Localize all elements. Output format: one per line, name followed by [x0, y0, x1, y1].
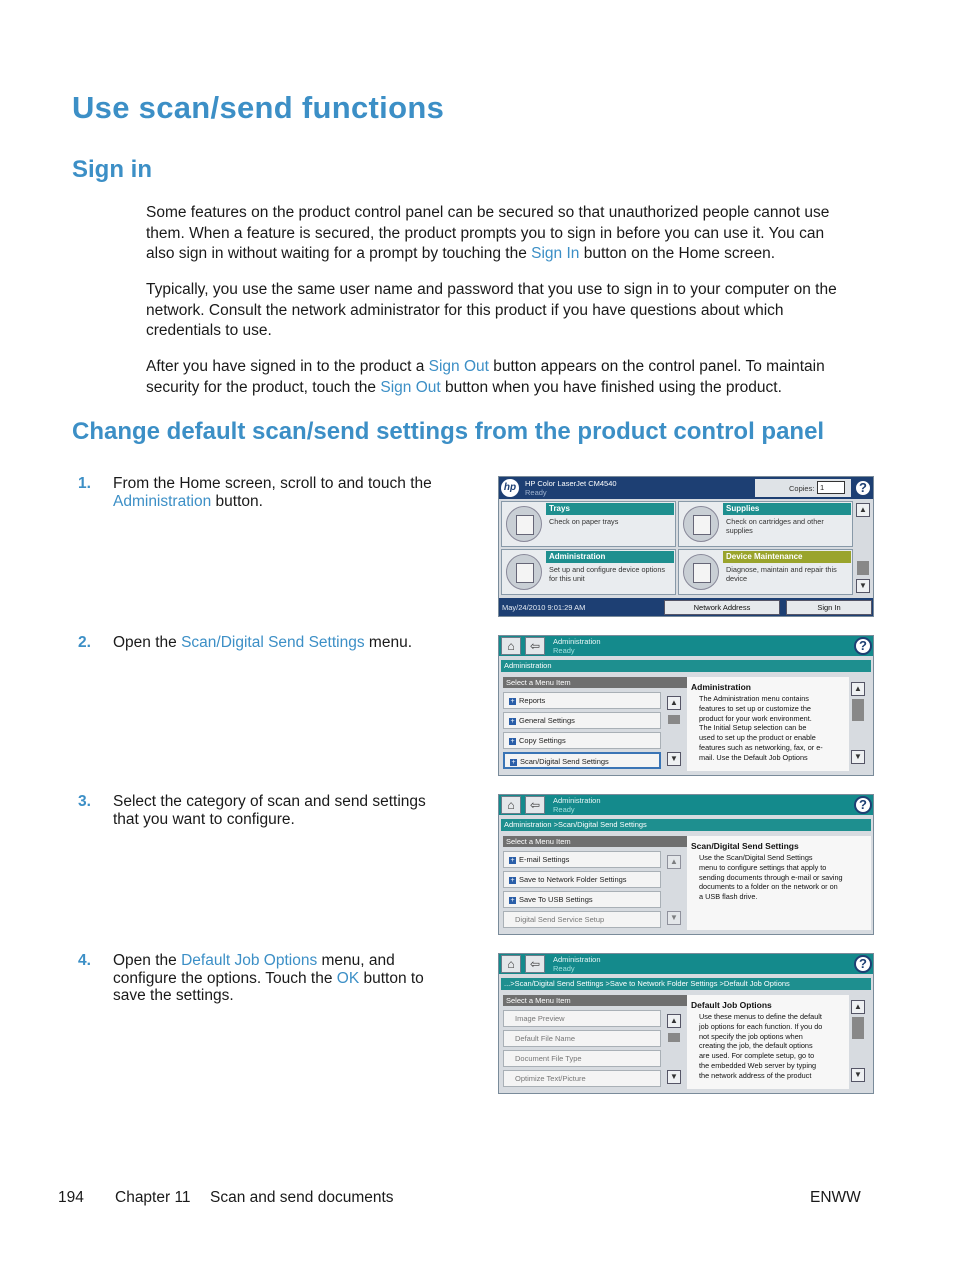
menu-scroll-down-icon[interactable]: ▼	[667, 1070, 681, 1084]
help-icon[interactable]: ?	[854, 796, 872, 814]
sign-out-link-2[interactable]: Sign Out	[380, 378, 441, 396]
menu-header: Select a Menu Item	[503, 836, 687, 847]
tile-subtitle: Check on cartridges and other supplies	[726, 517, 824, 535]
scroll-up-icon[interactable]: ▲	[856, 503, 870, 517]
tile-subtitle: Diagnose, maintain and repair this device	[726, 565, 837, 583]
expand-icon: +	[510, 737, 515, 745]
menu-item-save-to-usb[interactable]: + Save To USB Settings	[503, 891, 661, 908]
supplies-icon	[683, 506, 719, 542]
home-screen	[498, 476, 874, 617]
menu-scroll-up-icon[interactable]: ▲	[667, 855, 681, 869]
expand-icon: +	[510, 697, 515, 705]
menu-item-save-to-network-folder[interactable]: + Save to Network Folder Settings	[503, 871, 661, 888]
copies-box	[755, 479, 851, 497]
desc-scroll-thumb[interactable]	[852, 699, 864, 721]
scan-title-bar	[499, 795, 873, 815]
description-title: Scan/Digital Send Settings	[691, 841, 799, 851]
defaults-title-bar	[499, 954, 873, 974]
breadcrumb: Administration >Scan/Digital Send Settings	[501, 819, 871, 831]
menu-header: Select a Menu Item	[503, 995, 687, 1006]
admin-title-bar	[499, 636, 873, 656]
home-icon[interactable]: ⌂	[501, 955, 521, 973]
ok-link[interactable]: OK	[336, 969, 360, 987]
scroll-down-icon[interactable]: ▼	[856, 579, 870, 593]
tile-trays[interactable]	[501, 501, 676, 547]
section-heading-sign-in: Sign in	[72, 156, 152, 183]
menu-scroll-down-icon[interactable]: ▼	[667, 752, 681, 766]
back-icon[interactable]: ⇦	[525, 637, 545, 655]
expand-icon: +	[510, 717, 515, 725]
breadcrumb: ...>Scan/Digital Send Settings >Save to Network Folder Settings >Default Job Options	[501, 978, 871, 990]
tile-device-maintenance[interactable]	[678, 549, 853, 595]
sign-out-link[interactable]: Sign Out	[428, 358, 489, 375]
help-icon[interactable]: ?	[854, 955, 872, 973]
description-title: Default Job Options	[691, 1000, 772, 1010]
back-icon[interactable]: ⇦	[525, 796, 545, 814]
app-title: Administration Ready	[553, 796, 601, 814]
menu-item-default-file-name[interactable]: Default File Name	[503, 1030, 661, 1047]
description-text: The Administration menu contains features to set up or customize the product for your work environment. The Initial Setup selection can be used to set up the product or enable features such as networking, fax, or e- mail. Use the Default Job Options	[699, 694, 823, 762]
menu-item-optimize-text-picture[interactable]: Optimize Text/Picture	[503, 1070, 661, 1087]
menu-scroll-up-icon[interactable]: ▲	[667, 696, 681, 710]
section-heading-change-defaults: Change default scan/send settings from the product control panel	[72, 418, 825, 445]
home-status-bar	[499, 598, 873, 616]
administration-link[interactable]: Administration	[113, 492, 212, 510]
help-icon[interactable]: ?	[854, 637, 872, 655]
menu-item-image-preview[interactable]: Image Preview	[503, 1010, 661, 1027]
menu-item-copy-settings[interactable]: + Copy Settings	[503, 732, 661, 749]
menu-item-digital-send-service-setup[interactable]: Digital Send Service Setup	[503, 911, 661, 928]
signin-paragraph-1: Some features on the product control panel can be secured so that unauthorized people cannot use them. When a feature is secured, the product prompts you to sign in before you can use it. You can also sign in without waiting for a prompt by touching the Sign In button on the Home screen.	[146, 204, 830, 262]
home-title-bar	[499, 477, 873, 499]
sign-in-button[interactable]: Sign In	[786, 600, 872, 615]
footer-page-number: 194	[58, 1189, 84, 1206]
description-panel	[687, 836, 871, 930]
description-text: Use these menus to define the default job options for each function. If you do not specify the job options when creating the job, the default options are used. For complete setup, go to the embedded Web server by typing the network address of the product	[699, 1012, 823, 1080]
breadcrumb: Administration	[501, 660, 871, 672]
menu-scroll-up-icon[interactable]: ▲	[667, 1014, 681, 1028]
scan-settings-link[interactable]: Scan/Digital Send Settings	[181, 634, 365, 651]
signin-paragraph-2: Typically, you use the same user name and password that you use to sign in to your computer on the network. Consult the network administrator for this product if you have questions about which credentials to use.	[146, 281, 837, 339]
page-title: Use scan/send functions	[72, 90, 445, 125]
menu-scroll-down-icon[interactable]: ▼	[667, 911, 681, 925]
expand-icon: +	[511, 758, 516, 766]
date-time: May/24/2010 9:01:29 AM	[502, 603, 586, 612]
menu-scroll-thumb[interactable]	[668, 715, 680, 724]
tile-administration[interactable]	[501, 549, 676, 595]
menu-header: Select a Menu Item	[503, 677, 687, 688]
tile-subtitle: Set up and configure device options for this unit	[549, 565, 666, 583]
administration-icon	[506, 554, 542, 590]
desc-scroll-thumb[interactable]	[852, 1017, 864, 1039]
expand-icon: +	[510, 876, 515, 884]
tile-subtitle: Check on paper trays	[549, 517, 619, 526]
home-icon[interactable]: ⌂	[501, 637, 521, 655]
footer-section: Scan and send documents	[210, 1189, 394, 1206]
trays-icon	[506, 506, 542, 542]
copies-input[interactable]: 1	[817, 481, 845, 494]
tile-title: Supplies	[723, 503, 851, 515]
expand-icon: +	[510, 856, 515, 864]
description-panel	[687, 677, 849, 771]
app-title: Administration Ready	[553, 955, 601, 973]
scroll-thumb[interactable]	[857, 561, 869, 575]
help-icon[interactable]: ?	[854, 479, 872, 497]
description-panel	[687, 995, 849, 1089]
default-job-options-screen	[498, 953, 874, 1094]
description-title: Administration	[691, 682, 751, 692]
menu-item-scan-digital-send-settings[interactable]: + Scan/Digital Send Settings	[503, 752, 661, 769]
menu-item-document-file-type[interactable]: Document File Type	[503, 1050, 661, 1067]
menu-item-general-settings[interactable]: + General Settings	[503, 712, 661, 729]
desc-scroll-up-icon[interactable]: ▲	[851, 682, 865, 696]
device-name: HP Color LaserJet CM4540	[525, 479, 617, 488]
desc-scroll-up-icon[interactable]: ▲	[851, 1000, 865, 1014]
network-address-button[interactable]: Network Address	[664, 600, 780, 615]
sign-in-link[interactable]: Sign In	[531, 245, 580, 262]
menu-item-reports[interactable]: + Reports	[503, 692, 661, 709]
tile-title: Device Maintenance	[723, 551, 851, 563]
desc-scroll-down-icon[interactable]: ▼	[851, 1068, 865, 1082]
default-job-options-link[interactable]: Default Job Options	[181, 952, 318, 969]
back-icon[interactable]: ⇦	[525, 955, 545, 973]
hp-logo-icon: hp	[501, 479, 519, 497]
copies-label: Copies:	[789, 484, 815, 493]
signin-paragraph-3: After you have signed in to the product a Sign Out button appears on the control panel. To maintain security for the product, touch the Sign Out button when you have finished using the product.	[146, 358, 825, 396]
menu-item-email-settings[interactable]: + E-mail Settings	[503, 851, 661, 868]
home-icon[interactable]: ⌂	[501, 796, 521, 814]
expand-icon: +	[510, 896, 515, 904]
tile-supplies[interactable]	[678, 501, 853, 547]
app-title: Administration Ready	[553, 637, 601, 655]
scan-settings-screen	[498, 794, 874, 935]
tile-title: Trays	[546, 503, 674, 515]
footer-edition: ENWW	[810, 1189, 861, 1206]
menu-scroll-thumb[interactable]	[668, 1033, 680, 1042]
desc-scroll-down-icon[interactable]: ▼	[851, 750, 865, 764]
description-text: Use the Scan/Digital Send Settings menu to configure settings that apply to sending documents through e-mail or saving documents to a folder on the network or on a USB flash drive.	[699, 853, 843, 902]
tile-title: Administration	[546, 551, 674, 563]
device-status: Ready	[525, 488, 547, 497]
footer-chapter: Chapter 11	[115, 1189, 191, 1206]
maintenance-icon	[683, 554, 719, 590]
administration-screen	[498, 635, 874, 776]
